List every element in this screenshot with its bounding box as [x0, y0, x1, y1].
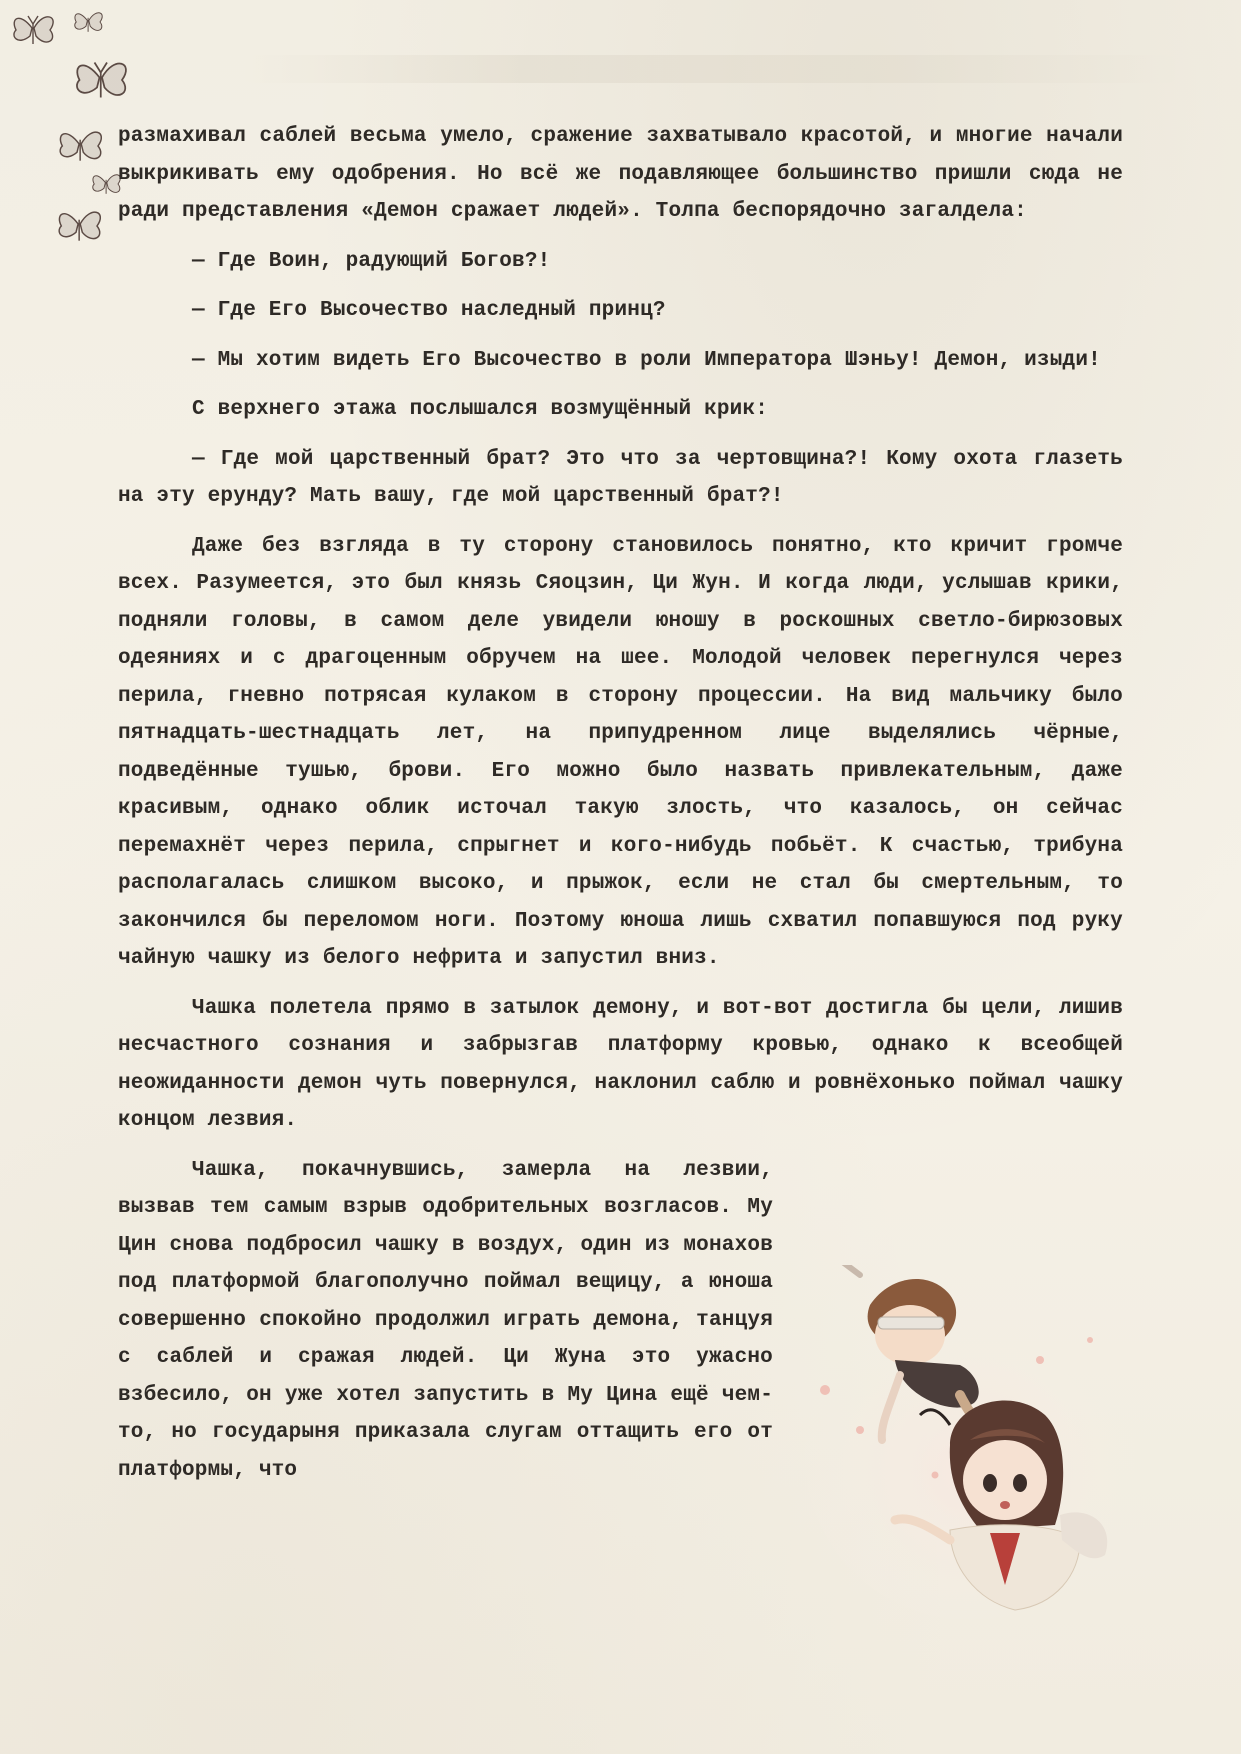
paragraph: Даже без взгляда в ту сторону становилось понятно, кто кричит громче всех. Разумеется, это был князь Сяоцзин, Ци Жун. И когда люди, услышав крики, подняли головы, в самом деле увидели юношу в роскошных светло-бирюзовых одеяниях и с драгоценным обручем на шее. Молодой человек перегнулся через перила, гневно потрясая кулаком в сторону процессии. На вид мальчику было пятнадцать-шестнадцать лет, на припудренном лице выделялись чёрные, подведённые тушью, брови. Его можно было назвать привлекательным, даже красивым, однако облик источал такую злость, что казалось, он сейчас перемахнёт через перила, спрыгнет и кого-нибудь побьёт. К счастью, трибуна располагалась слишком высоко, и прыжок, если не стал бы смертельным, то закончился бы переломом ноги. Поэтому юноша лишь схватил попавшуюся под руку чайную чашку из белого нефрита и запустил вниз. [118, 534, 1123, 970]
paragraph: Чашка полетела прямо в затылок демону, и вот-вот достигла бы цели, лишив несчастного сознания и забрызгав платформу кровью, однако к всеобщей неожиданности демон чуть повернулся, наклонил саблю и ровнёхонько поймал чашку концом лезвия. [118, 996, 1123, 1132]
paragraph: С верхнего этажа послышался возмущённый крик: [192, 398, 769, 421]
butterfly-icon [75, 13, 102, 32]
butterfly-icon [59, 212, 100, 241]
paragraph: размахивал саблей весьма умело, сражение захватывало красотой, и многие начали выкрикивать ему одобрения. Но всё же подавляющее большинство пришли сюда не ради представления «Демон сражает людей». Толпа беспорядочно загалдела: [118, 125, 1123, 223]
chibi-characters-illustration [800, 1265, 1135, 1620]
butterfly-icon [60, 132, 101, 161]
butterfly-icon [77, 63, 126, 98]
paragraph: — Где мой царственный брат? Это что за чертовщина?! Кому охота глазеть на эту ерунду? Мать вашу, где мой царственный брат?! [118, 447, 1123, 508]
paragraph: — Где Воин, радующий Богов?! [192, 249, 551, 273]
brush-stroke-decoration [240, 55, 1180, 83]
paragraph: — Мы хотим видеть Его Высочество в роли Императора Шэньу! Демон, изыди! [192, 348, 1101, 372]
paragraph: Чашка, покачнувшись, замерла на лезвии, вызвав тем самым взрыв одобрительных возгласов. Му Цин снова подбросил чашку в воздух, один из монахов под платформой благополучно поймал вещицу, а юноша совершенно спокойно продолжил играть демона, танцуя с саблей и сражая людей. Ци Жуна это ужасно взбесило, он уже хотел запустить в Му Цина ещё чем-то, но государыня приказала слугам оттащить его от платформы, что [118, 1158, 773, 1482]
butterfly-icon [14, 16, 53, 44]
butterfly-icon [93, 175, 120, 194]
paragraph: — Где Его Высочество наследный принц? [192, 299, 666, 322]
